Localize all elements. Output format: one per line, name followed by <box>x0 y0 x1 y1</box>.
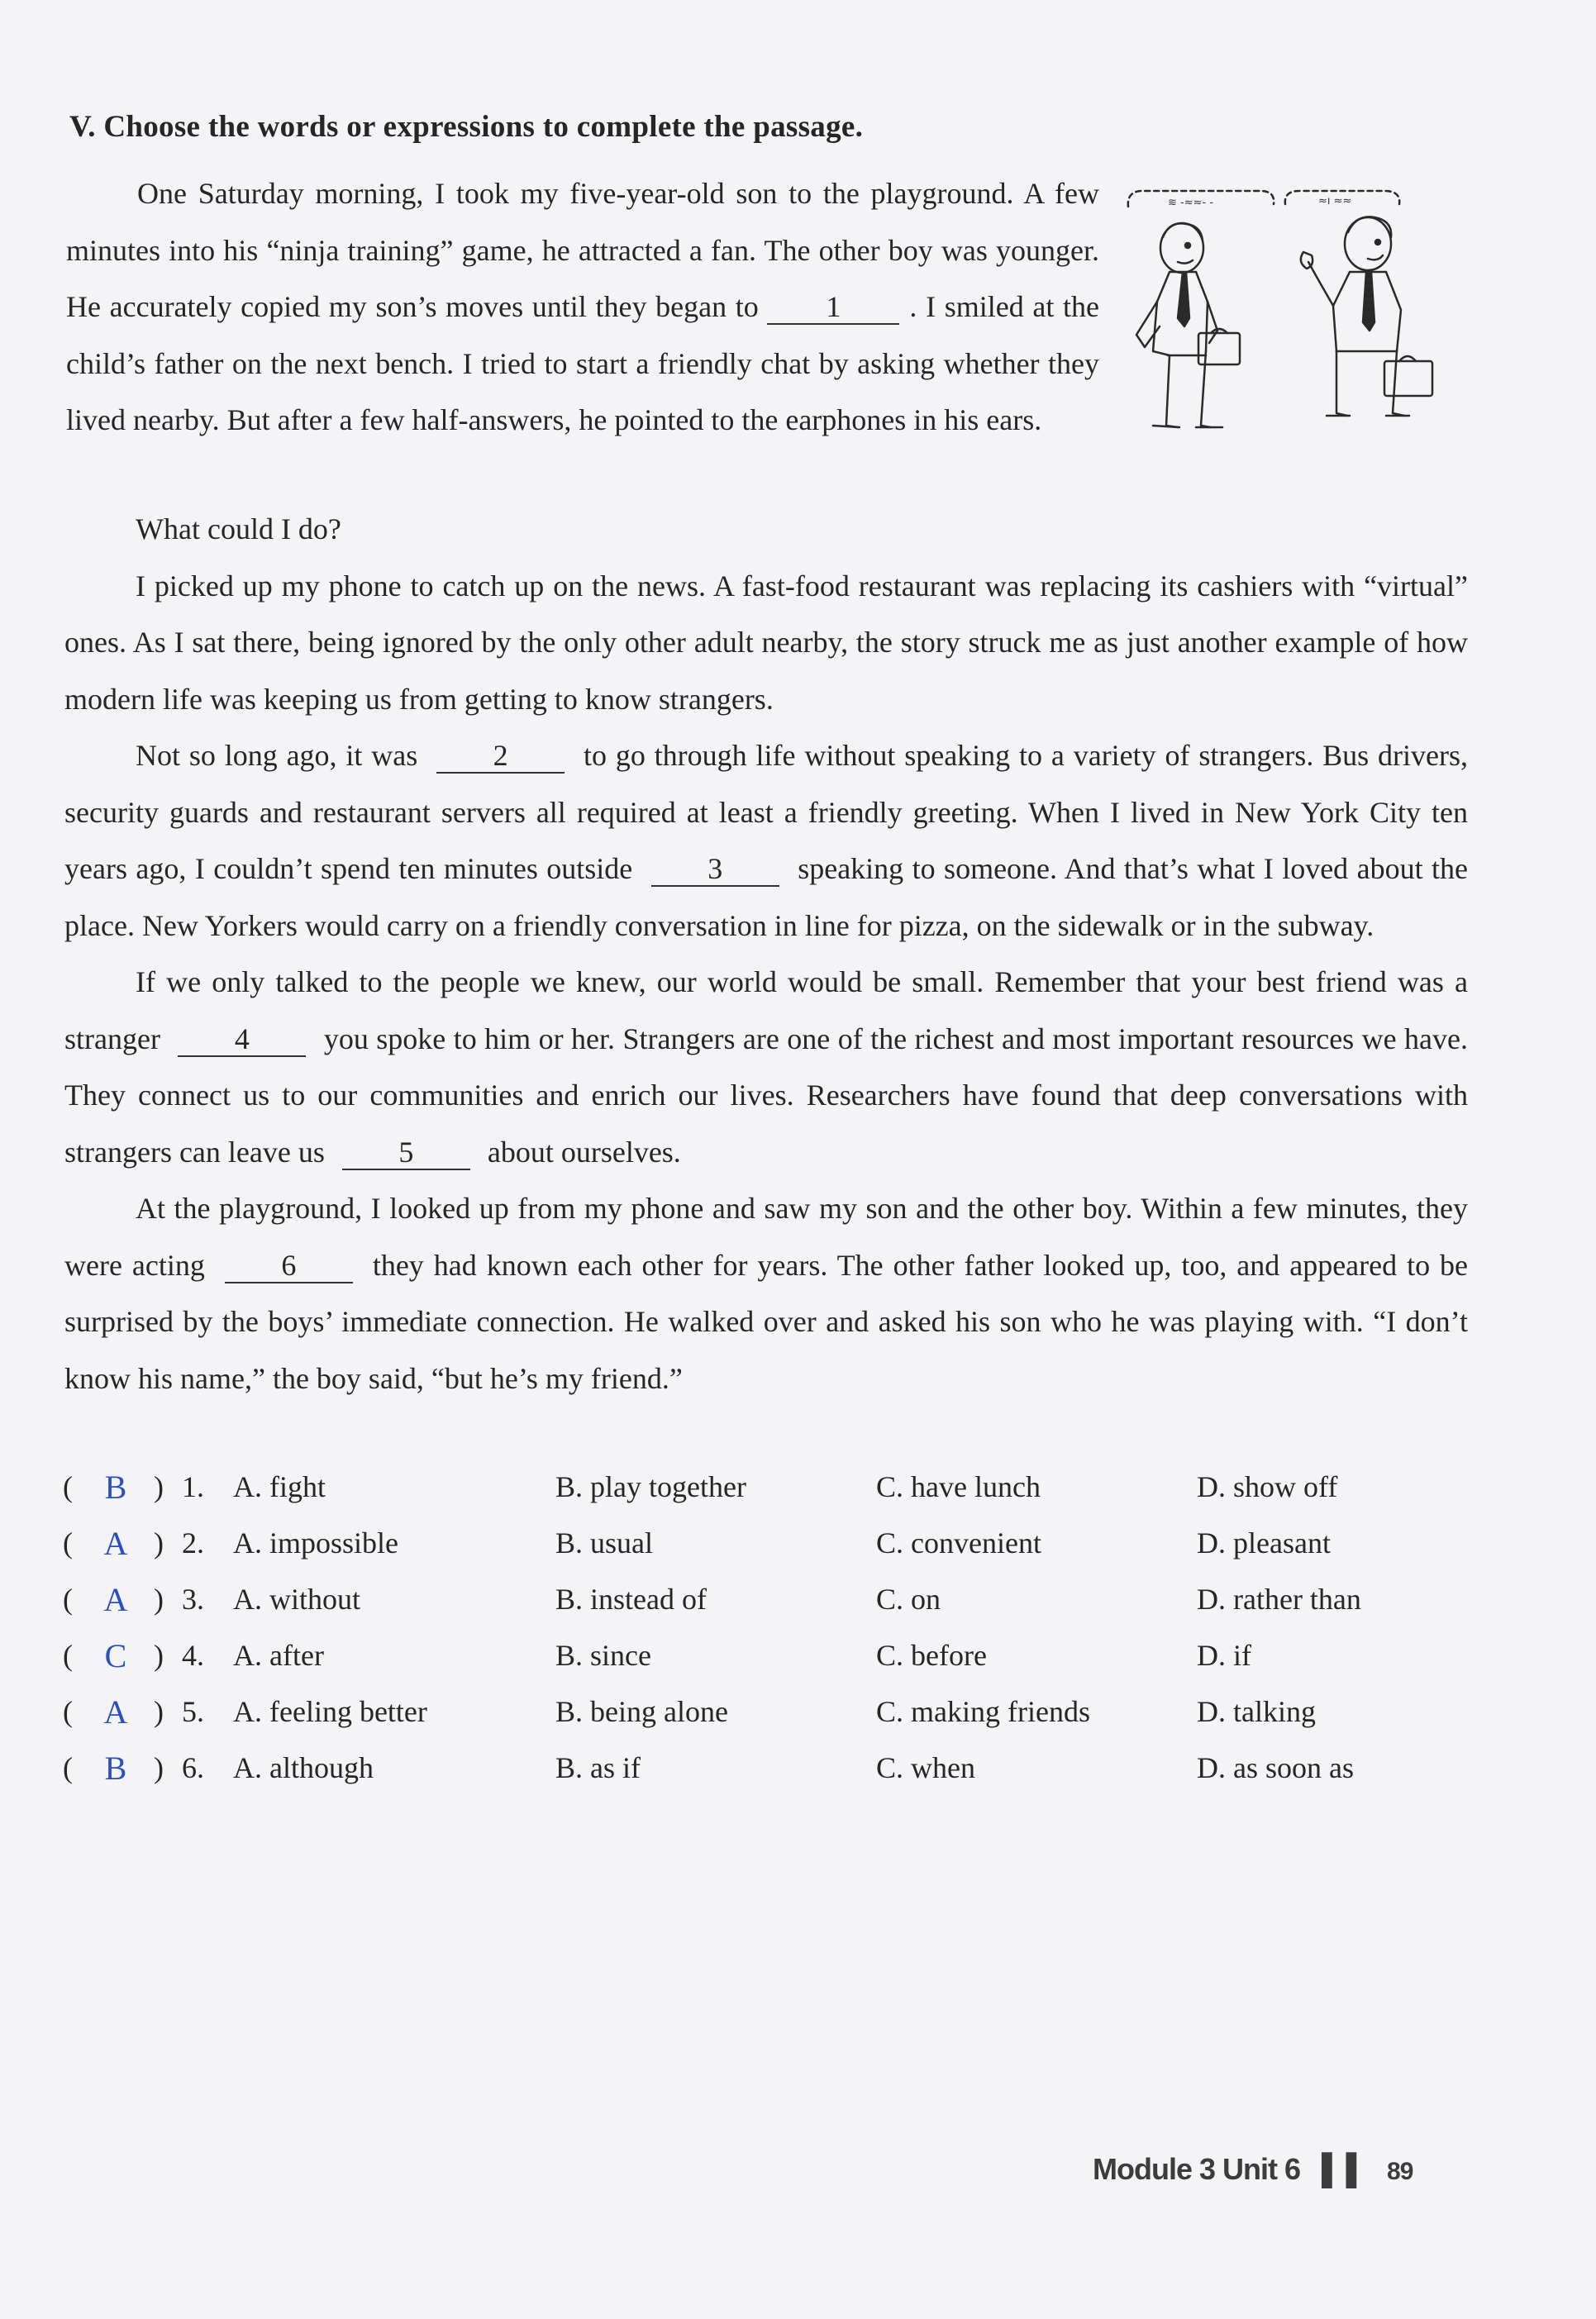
option-b: B. as if <box>555 1751 641 1784</box>
bubble-left-text: ≋ -≈≈- - <box>1168 197 1214 209</box>
section-heading: V. Choose the words or expressions to complete the passage. <box>69 110 864 144</box>
question-number: 1. <box>182 1470 204 1503</box>
option-a: A. fight <box>233 1470 326 1503</box>
passage-paragraph-1 <box>66 165 1099 449</box>
passage-paragraph-2 <box>64 501 1468 558</box>
question-number: 4. <box>182 1639 204 1672</box>
bubble-right-text: ≈ı ≈≈ <box>1318 195 1352 207</box>
option-a: A. feeling better <box>233 1695 427 1728</box>
option-a: A. although <box>233 1751 374 1784</box>
blank-2: 2 <box>436 739 565 774</box>
paragraph-text: about ourselves. <box>487 1135 681 1169</box>
blank-4: 4 <box>178 1022 306 1057</box>
option-b: B. since <box>555 1639 651 1672</box>
option-a: A. impossible <box>233 1526 399 1559</box>
passage-paragraph-3 <box>64 558 1468 728</box>
two-men-illustration <box>1120 186 1451 467</box>
blank-3: 3 <box>651 852 779 887</box>
question-number: 3. <box>182 1583 204 1616</box>
paragraph-text: to go through life without speaking to a variety of strangers. Bus drivers, security guards and restaurant servers all required at least a friendly greeting. When I lived in New York City ten years ago, I couldn’t spend ten minutes outside <box>64 739 1469 885</box>
passage-paragraph-5 <box>64 954 1468 1180</box>
paren-close: ) <box>154 1639 164 1672</box>
page-number: 89 <box>1387 2158 1413 2185</box>
paragraph-text: you spoke to him or her. Strangers are one of the richest and most important resources we have. They connect us to our communities and enrich our lives. Researchers have found that deep conversations with strangers can leave us <box>64 1021 1469 1169</box>
option-a: A. after <box>233 1639 324 1672</box>
question-options <box>63 1461 1468 1798</box>
question-number: 6. <box>182 1751 204 1784</box>
paren-open: ( <box>63 1695 73 1728</box>
paragraph-text: Not so long ago, it was <box>136 739 418 772</box>
answer-mark: A <box>103 1525 128 1562</box>
paren-close: ) <box>154 1751 164 1784</box>
paren-open: ( <box>63 1639 73 1672</box>
paragraph-text: If we only talked to the people we knew, our world would be small. Remember that your best friend was a stranger <box>64 965 1468 1055</box>
option-c: C. making friends <box>876 1695 1090 1728</box>
passage-paragraph-4 <box>64 727 1468 954</box>
option-c: C. have lunch <box>876 1470 1041 1503</box>
option-d: D. talking <box>1197 1695 1316 1728</box>
option-b: B. being alone <box>555 1695 728 1728</box>
option-a: A. without <box>233 1583 361 1616</box>
question-row <box>63 1574 1468 1630</box>
option-b: B. usual <box>555 1526 654 1559</box>
question-row <box>63 1686 1468 1742</box>
blank-6: 6 <box>225 1249 353 1283</box>
paragraph-text: they had known each other for years. The other father looked up, too, and appeared to be surprised by the boys’ immediate connection. He walked over and asked his son who he was playing with. “I don’t know his name,” the boy said, “but he’s my friend.” <box>64 1248 1469 1395</box>
answer-mark: B <box>104 1469 127 1506</box>
paragraph-text: . I smiled at the child’s father on the next bench. I tried to start a friendly chat by asking whether they lived nearby. But after a few half-answers, he pointed to the earphones in his ears. <box>66 290 1100 436</box>
option-c: C. before <box>876 1639 987 1672</box>
question-number: 2. <box>182 1526 204 1559</box>
paragraph-text: At the playground, I looked up from my phone and saw my son and the other boy. Within a few minutes, they were acting <box>64 1192 1468 1282</box>
footer-bars-icon: ▌▌ <box>1322 2152 1371 2186</box>
paren-open: ( <box>63 1470 73 1503</box>
footer-module: Module 3 Unit 6 <box>1093 2152 1301 2186</box>
option-d: D. pleasant <box>1197 1526 1331 1559</box>
paragraph-text: What could I do? <box>136 512 341 545</box>
option-c: C. on <box>876 1583 941 1616</box>
paren-open: ( <box>63 1583 73 1616</box>
passage-body <box>64 501 1468 1407</box>
page-footer <box>1093 2152 1413 2187</box>
paren-close: ) <box>154 1695 164 1728</box>
paren-open: ( <box>63 1526 73 1559</box>
option-d: D. if <box>1197 1639 1251 1672</box>
blank-5: 5 <box>342 1136 470 1170</box>
blank-1: 1 <box>767 290 899 325</box>
option-c: C. convenient <box>876 1526 1041 1559</box>
answer-mark: C <box>104 1637 127 1674</box>
paren-close: ) <box>154 1470 164 1503</box>
question-row <box>63 1742 1468 1798</box>
paren-close: ) <box>154 1583 164 1616</box>
question-row <box>63 1517 1468 1574</box>
paragraph-text: I picked up my phone to catch up on the news. A fast-food restaurant was replacing its cashiers with “virtual” ones. As I sat there, being ignored by the only other adult nearby, the story struck me as just another example of how modern life was keeping us from getting to know strangers. <box>64 569 1468 716</box>
option-b: B. play together <box>555 1470 746 1503</box>
answer-mark: A <box>103 1693 128 1731</box>
paren-close: ) <box>154 1526 164 1559</box>
option-b: B. instead of <box>555 1583 707 1616</box>
option-d: D. show off <box>1197 1470 1338 1503</box>
answer-mark: B <box>104 1750 127 1787</box>
question-row <box>63 1461 1468 1517</box>
paren-open: ( <box>63 1751 73 1784</box>
option-d: D. as soon as <box>1197 1751 1354 1784</box>
question-row <box>63 1630 1468 1686</box>
paragraph-text: One Saturday morning, I took my five-year-old son to the playground. A few minutes into his “ninja training” game, he attracted a fan. The other boy was younger. He accurately copied my son’s moves until they began to <box>66 177 1099 323</box>
paragraph-text: speaking to someone. And that’s what I loved about the place. New Yorkers would carry on a friendly conversation in line for pizza, on the sidewalk or in the subway. <box>64 852 1469 942</box>
passage-paragraph-6 <box>64 1180 1468 1407</box>
option-c: C. when <box>876 1751 975 1784</box>
option-d: D. rather than <box>1197 1583 1361 1616</box>
question-number: 5. <box>182 1695 204 1728</box>
answer-mark: A <box>103 1581 128 1618</box>
